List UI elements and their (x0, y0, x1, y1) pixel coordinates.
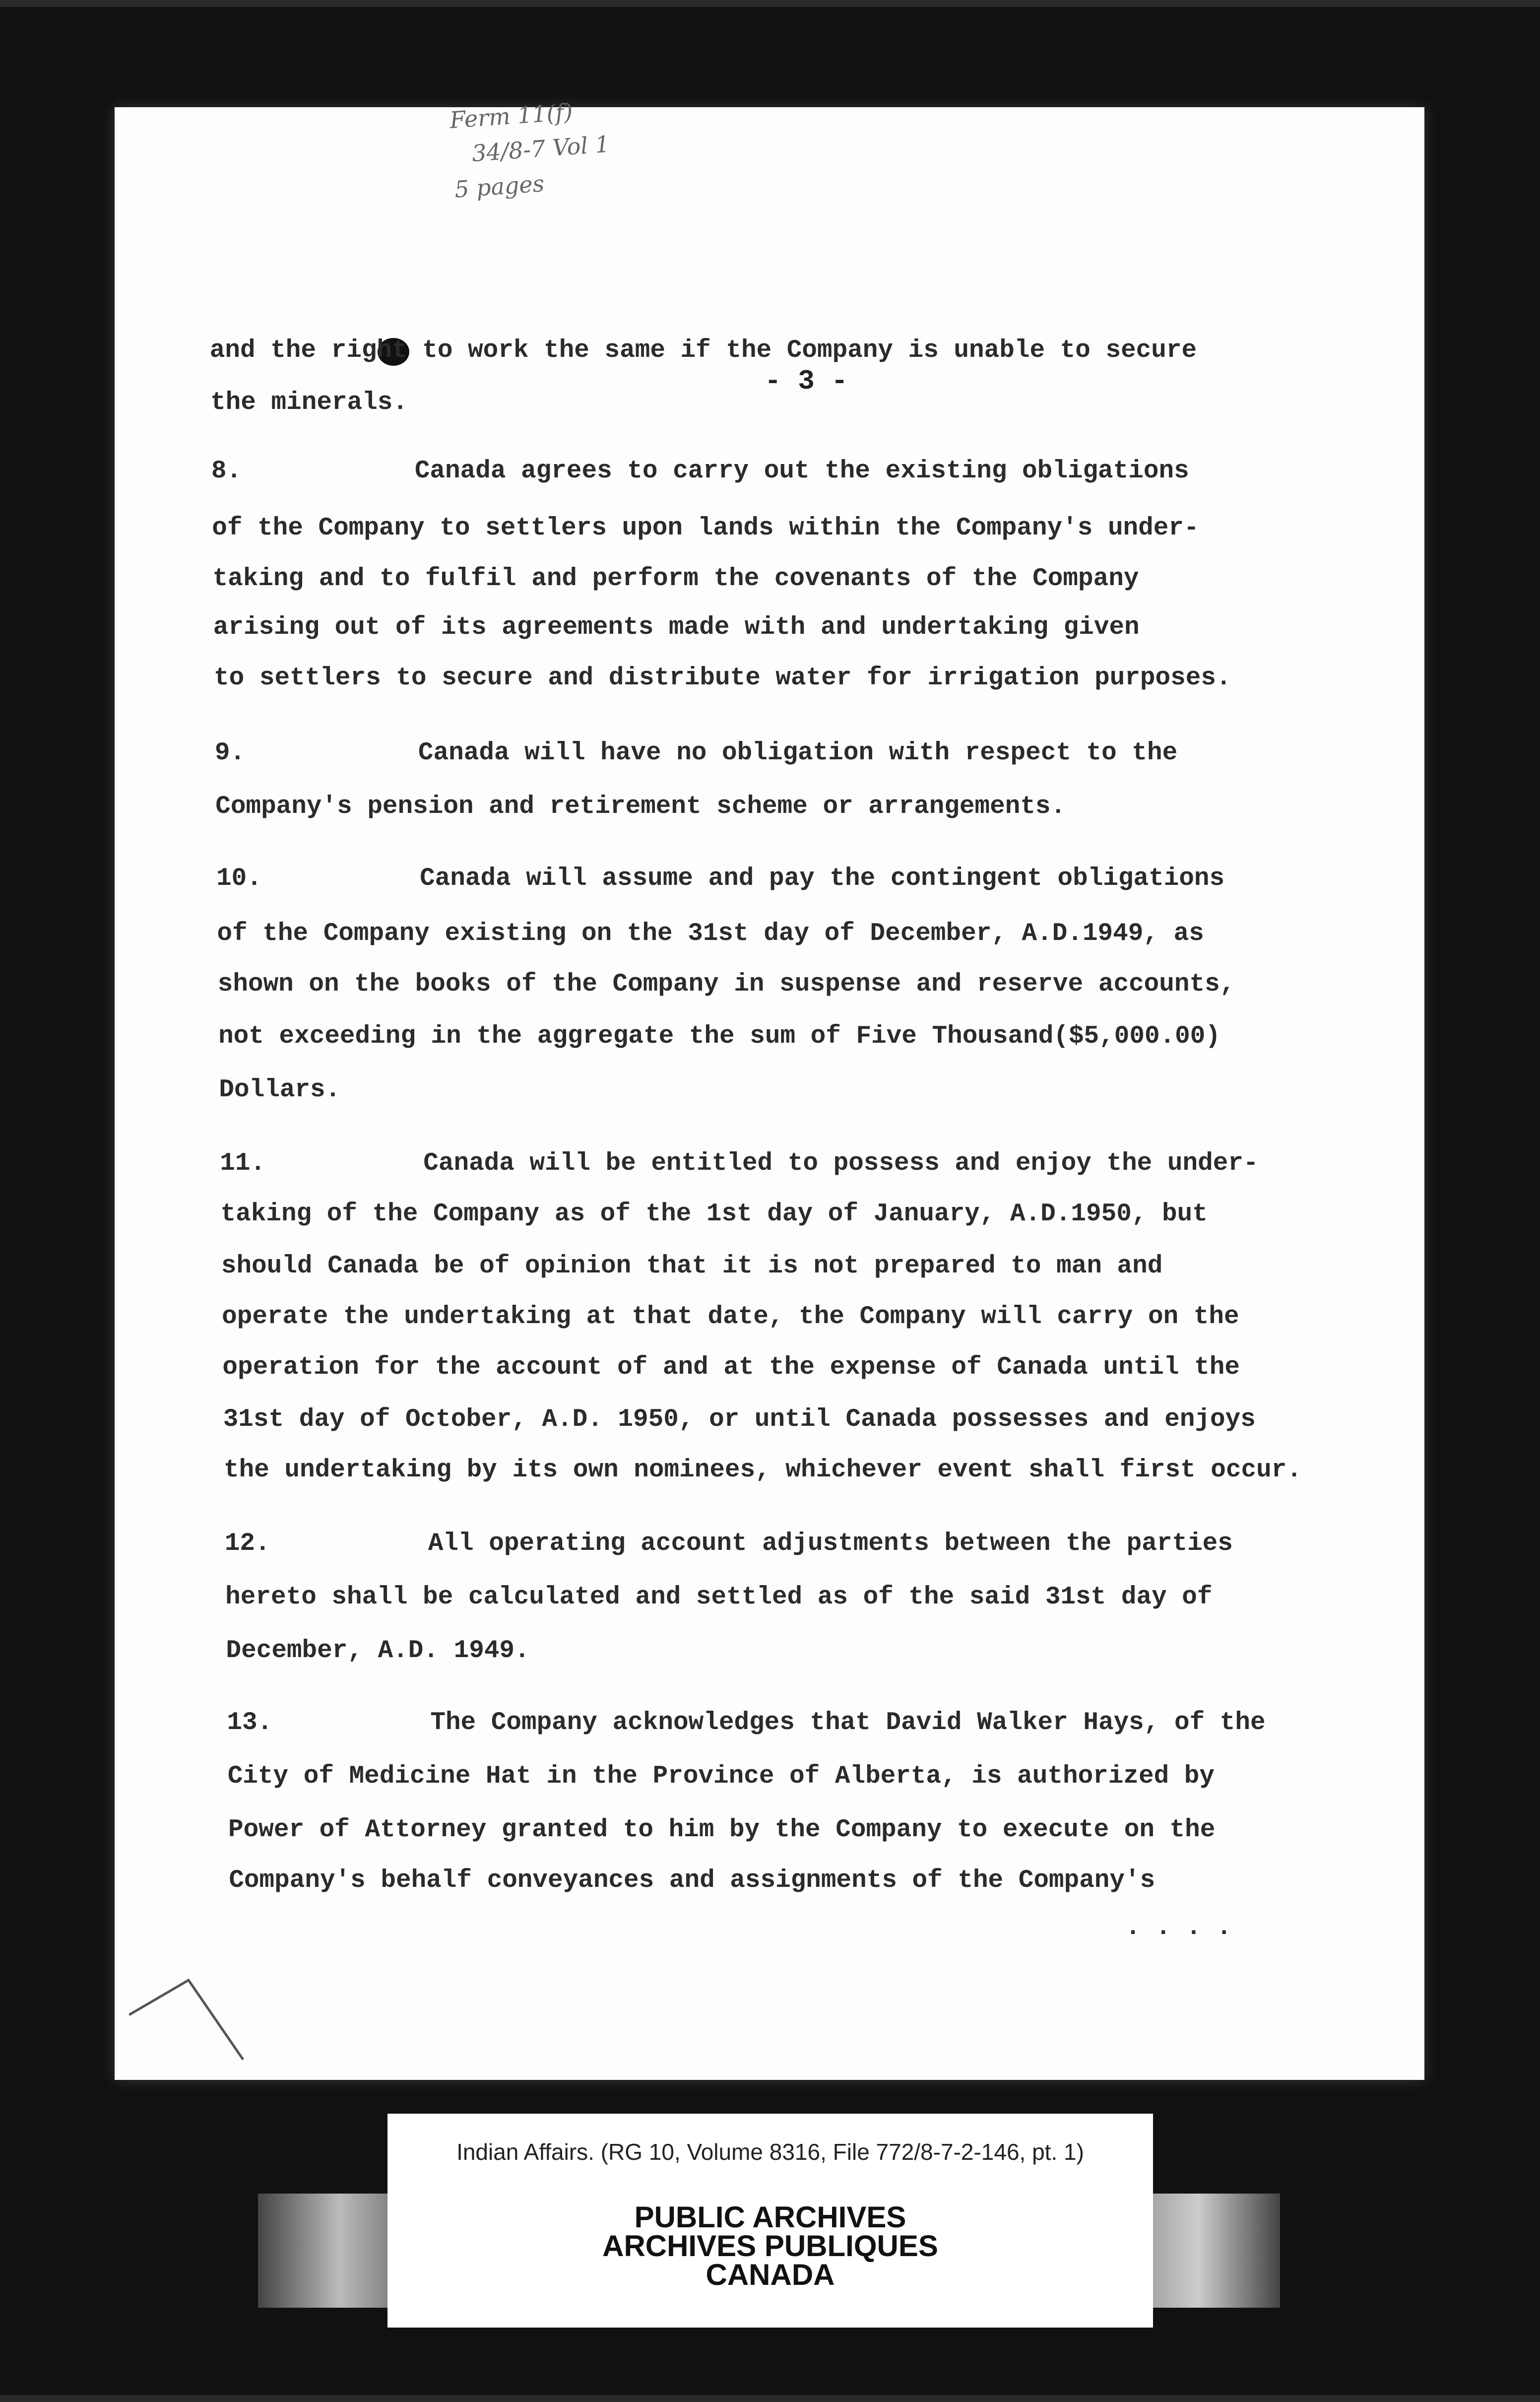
text-line: The Company acknowledges that David Walker Hays, of the (430, 1708, 1266, 1737)
page-number: - 3 - (765, 365, 848, 397)
text-line: to settlers to secure and distribute water for irrigation purposes. (214, 664, 1231, 693)
text-line: taking of the Company as of the 1st day of January, A.D.1950, but (220, 1200, 1208, 1229)
text-line: Canada will be entitled to possess and enjoy the under- (423, 1149, 1259, 1178)
handwritten-note-line: 34/8-7 Vol 1 (471, 130, 611, 167)
text-line: of the Company to settlers upon lands within the Company's under- (212, 514, 1199, 542)
continuation-dots: . . . . (1125, 1913, 1232, 1942)
text-line: shown on the books of the Company in suspense and reserve accounts, (217, 970, 1235, 999)
handwritten-note-line: 5 pages (453, 170, 545, 203)
corner-mark (129, 1965, 248, 2065)
film-edge-top (0, 0, 1540, 7)
text-line: the undertaking by its own nominees, whichever event shall first occur. (223, 1456, 1302, 1484)
text-line: Dollars. (219, 1076, 341, 1105)
archive-citation: Indian Affairs. (RG 10, Volume 8316, File 772/8-7-2-146, pt. 1) (456, 2139, 1084, 2165)
clause-number: 8. (211, 457, 242, 486)
text-line: taking and to fulfil and perform the covenants of the Company (212, 564, 1139, 593)
text-line: operation for the account of and at the expense of Canada until the (222, 1353, 1240, 1382)
text-line: Canada will assume and pay the contingent obligations (420, 865, 1225, 893)
stamp-line: CANADA (706, 2258, 835, 2291)
film-edge-bottom (0, 2395, 1540, 2402)
text-line: and the right to work the same if the Company is unable to secure (209, 336, 1197, 365)
text-line: All operating account adjustments between the parties (428, 1529, 1233, 1558)
text-line: not exceeding in the aggregate the sum of Five Thousand($5,000.00) (218, 1022, 1220, 1051)
handwritten-note (449, 92, 613, 207)
text-line: Company's pension and retirement scheme or arrangements. (215, 793, 1066, 821)
text-line: Company's behalf conveyances and assignments of the Company's (229, 1866, 1155, 1895)
text-line: of the Company existing on the 31st day of December, A.D.1949, as (217, 920, 1204, 948)
stamp-line: PUBLIC ARCHIVES (634, 2201, 906, 2234)
text-line: operate the undertaking at that date, the Company will carry on the (222, 1302, 1239, 1331)
handwritten-note-line: Ferm 11(f) (449, 98, 574, 134)
clause-number: 10. (216, 865, 262, 893)
text-line: should Canada be of opinion that it is not prepared to man and (221, 1252, 1163, 1281)
document-page (115, 98, 1424, 2080)
text-line: Power of Attorney granted to him by the Company to execute on the (228, 1815, 1216, 1844)
clause-number: 12. (224, 1529, 270, 1558)
text-line: Canada agrees to carry out the existing obligations (414, 457, 1189, 486)
text-line: City of Medicine Hat in the Province of Alberta, is authorized by (227, 1762, 1215, 1791)
archive-label (387, 2114, 1153, 2328)
text-line: the minerals. (210, 388, 408, 417)
text-line: 31st day of October, A.D. 1950, or until Canada possesses and enjoys (223, 1405, 1256, 1434)
clause-number: 13. (227, 1708, 273, 1737)
stamp-line: ARCHIVES PUBLIQUES (602, 2229, 938, 2263)
text-line: arising out of its agreements made with and undertaking given (213, 613, 1140, 642)
text-line: hereto shall be calculated and settled as of the said 31st day of (225, 1583, 1213, 1611)
archive-stamp (387, 2203, 1153, 2289)
text-line: Canada will have no obligation with respect to the (418, 739, 1178, 768)
clause-number: 11. (220, 1149, 266, 1178)
clause-number: 9. (214, 739, 246, 768)
text-line: December, A.D. 1949. (226, 1636, 530, 1665)
